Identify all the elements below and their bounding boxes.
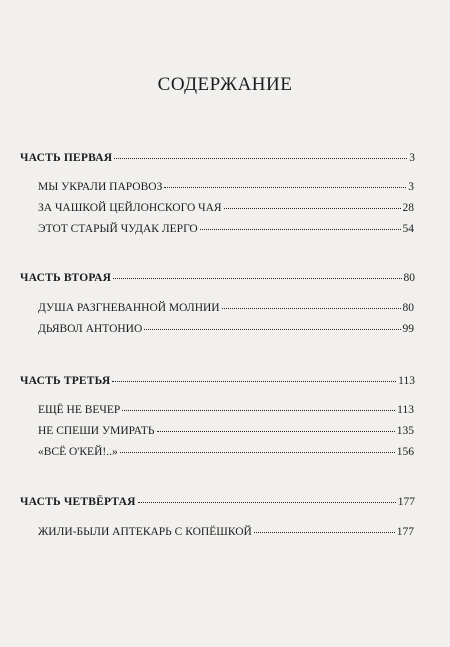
toc-chapter — [38, 526, 414, 538]
toc-chapter — [38, 446, 414, 458]
chapter-label: «ВСЁ О'КЕЙ!..» — [38, 446, 118, 458]
chapter-label: ДЬЯВОЛ АНТОНИО — [38, 323, 143, 335]
dot-leader — [164, 187, 406, 188]
dot-leader — [157, 431, 395, 432]
part-label: ЧАСТЬ ВТОРАЯ — [20, 272, 112, 284]
page-number: 135 — [396, 425, 414, 437]
page-number: 28 — [402, 202, 414, 214]
toc-part-2 — [20, 272, 415, 284]
dot-leader — [114, 158, 407, 159]
page-number: 3 — [409, 152, 415, 164]
dot-leader — [113, 278, 401, 279]
page-number: 156 — [396, 446, 414, 458]
toc-part-1 — [20, 152, 415, 164]
part-label: ЧАСТЬ ЧЕТВЁРТАЯ — [20, 496, 136, 508]
toc-chapter — [38, 223, 414, 235]
toc-part-3 — [20, 375, 415, 387]
chapter-label: НЕ СПЕШИ УМИРАТЬ — [38, 425, 155, 437]
toc-part-4 — [20, 496, 415, 508]
chapter-label: МЫ УКРАЛИ ПАРОВОЗ — [38, 181, 163, 193]
dot-leader — [254, 532, 395, 533]
page-number: 80 — [402, 302, 414, 314]
toc-chapter — [38, 404, 414, 416]
page-number: 80 — [403, 272, 415, 284]
chapter-label: ДУША РАЗГНЕВАННОЙ МОЛНИИ — [38, 302, 220, 314]
toc-chapter — [38, 323, 414, 335]
dot-leader — [120, 452, 395, 453]
dot-leader — [138, 502, 396, 503]
dot-leader — [224, 208, 401, 209]
toc-chapter — [38, 181, 414, 193]
chapter-label: ЕЩЁ НЕ ВЕЧЕР — [38, 404, 121, 416]
page-title: СОДЕРЖАНИЕ — [157, 74, 293, 95]
page-number: 99 — [402, 323, 414, 335]
page-number: 54 — [402, 223, 414, 235]
chapter-label: ЭТОТ СТАРЫЙ ЧУДАК ЛЕРГО — [38, 223, 198, 235]
page-number: 177 — [397, 496, 415, 508]
dot-leader — [112, 381, 396, 382]
page-number: 3 — [408, 181, 414, 193]
part-label: ЧАСТЬ ТРЕТЬЯ — [20, 375, 111, 387]
toc-chapter — [38, 302, 414, 314]
toc-chapter — [38, 425, 414, 437]
page-number: 113 — [397, 404, 414, 416]
chapter-label: ЗА ЧАШКОЙ ЦЕЙЛОНСКОГО ЧАЯ — [38, 202, 222, 214]
dot-leader — [122, 410, 395, 411]
dot-leader — [222, 308, 401, 309]
part-label: ЧАСТЬ ПЕРВАЯ — [20, 152, 113, 164]
toc-chapter — [38, 202, 414, 214]
dot-leader — [200, 229, 401, 230]
page-number: 113 — [398, 375, 415, 387]
chapter-label: ЖИЛИ-БЫЛИ АПТЕКАРЬ С КОПЁШКОЙ — [38, 526, 252, 538]
page-number: 177 — [396, 526, 414, 538]
dot-leader — [144, 329, 400, 330]
